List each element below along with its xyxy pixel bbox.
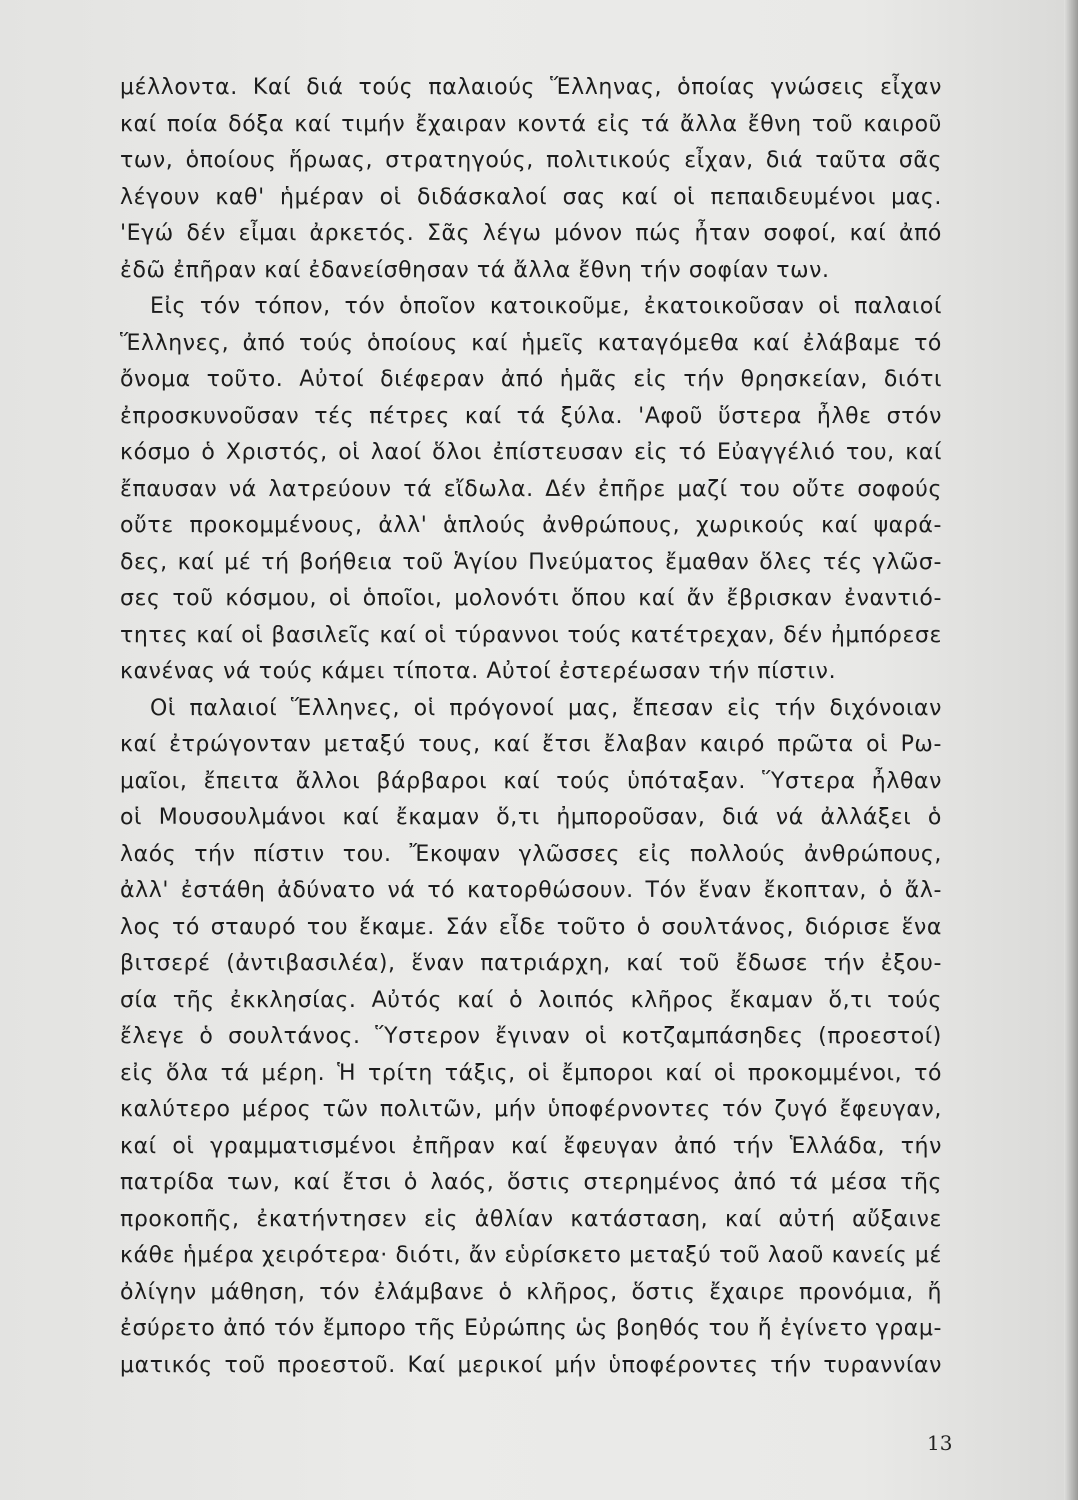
text-line: προκοπῆς, ἐκατήντησεν εἰς ἀθλίαν κατάσταση, καί αὐτή αὔξαινε	[120, 1206, 942, 1232]
text-line: οἱ Μουσουλμάνοι καί ἔκαμαν ὅ,τι ἠμποροῦσαν, διά νά ἀλλάξει ὁ	[120, 805, 942, 830]
page-edge-shadow	[1064, 0, 1078, 1500]
text-line: λαός τήν πίστιν του. Ἔκοψαν γλῶσσες εἰς πολλούς ἀνθρώπους,	[120, 841, 942, 867]
text-line: ἀλλ' ἐστάθη ἀδύνατο νά τό κατορθώσουν. Τόν ἕναν ἔκοπταν, ὁ ἄλ-	[120, 878, 942, 903]
paragraph-start-line: Εἰς τόν τόπον, τόν ὁποῖον κατοικοῦμε, ἐκατοικοῦσαν οἱ παλαιοί	[150, 294, 942, 319]
text-line: Ἕλληνες, ἀπό τούς ὁποίους καί ἡμεῖς καταγόμεθα καί ἐλάβαμε τό	[120, 330, 942, 356]
text-line: μαῖοι, ἔπειτα ἄλλοι βάρβαροι καί τούς ὑπόταξαν. Ὕστερα ἦλθαν	[120, 768, 942, 794]
text-line: σες τοῦ κόσμου, οἱ ὁποῖοι, μολονότι ὅπου καί ἄν ἔβρισκαν ἐναντιό-	[120, 586, 942, 611]
text-line: σία τῆς ἐκκλησίας. Αὐτός καί ὁ λοιπός κλῆρος ἔκαμαν ὅ,τι τούς	[120, 987, 942, 1013]
text-line: ἔπαυσαν νά λατρεύουν τά εἴδωλα. Δέν ἐπῆρε μαζί του οὔτε σοφούς	[120, 476, 942, 502]
text-line: ἐπροσκυνοῦσαν τές πέτρες καί τά ξύλα. 'Αφοῦ ὕστερα ἦλθε στόν	[120, 403, 942, 429]
text-line: κάθε ἡμέρα χειρότερα· διότι, ἄν εὑρίσκετο μεταξύ τοῦ λαοῦ κανείς μέ	[120, 1243, 942, 1268]
text-line: βιτσερέ (ἀντιβασιλέα), ἕναν πατριάρχη, καί τοῦ ἔδωσε τήν ἐξου-	[120, 951, 942, 976]
text-line: πατρίδα των, καί ἔτσι ὁ λαός, ὅστις στερημένος ἀπό τά μέσα τῆς	[120, 1170, 942, 1195]
body-text	[120, 70, 942, 1384]
text-line: μέλλοντα. Καί διά τούς παλαιούς Ἕλληνας, ὁποίας γνώσεις εἶχαν	[120, 75, 942, 100]
text-line: καλύτερο μέρος τῶν πολιτῶν, μήν ὑποφέρνοντες τόν ζυγό ἔφευγαν,	[120, 1097, 942, 1122]
text-line: ματικός τοῦ προεστοῦ. Καί μερικοί μήν ὑποφέροντες τήν τυραννίαν	[120, 1352, 942, 1378]
text-line: κόσμο ὁ Χριστός, οἱ λαοί ὅλοι ἐπίστευσαν εἰς τό Εὐαγγέλιό του, καί	[120, 440, 942, 465]
text-line: εἰς ὅλα τά μέρη. Ἡ τρίτη τάξις, οἱ ἔμποροι καί οἱ προκομμένοι, τό	[120, 1060, 942, 1086]
page-number: 13	[927, 1431, 953, 1455]
text-line: ὀλίγην μάθηση, τόν ἐλάμβανε ὁ κλῆρος, ὅστις ἔχαιρε προνόμια, ἤ	[120, 1279, 942, 1305]
text-line: ἔλεγε ὁ σουλτάνος. Ὕστερον ἔγιναν οἱ κοτζαμπάσηδες (προεστοί)	[120, 1024, 942, 1049]
text-line: κανένας νά τούς κάμει τίποτα. Αὐτοί ἐστερέωσαν τήν πίστιν.	[120, 659, 837, 684]
text-line: ἐδῶ ἐπῆραν καί ἐδανείσθησαν τά ἄλλα ἔθνη τήν σοφίαν των.	[120, 257, 830, 283]
text-line: ἐσύρετο ἀπό τόν ἔμπορο τῆς Εὐρώπης ὡς βοηθός του ἤ ἐγίνετο γραμ-	[120, 1316, 942, 1341]
paragraph-start-line: Οἱ παλαιοί Ἕλληνες, οἱ πρόγονοί μας, ἔπεσαν εἰς τήν διχόνοιαν	[150, 695, 942, 721]
text-line: λέγουν καθ' ἡμέραν οἱ διδάσκαλοί σας καί οἱ πεπαιδευμένοι μας.	[120, 184, 942, 210]
text-line: καί ποία δόξα καί τιμήν ἔχαιραν κοντά εἰς τά ἄλλα ἔθνη τοῦ καιροῦ	[120, 111, 942, 137]
text-line: δες, καί μέ τή βοήθεια τοῦ Ἁγίου Πνεύματος ἔμαθαν ὅλες τές γλῶσ-	[120, 549, 942, 575]
text-line: των, ὁποίους ἥρωας, στρατηγούς, πολιτικούς εἶχαν, διά ταῦτα σᾶς	[120, 148, 942, 173]
text-line: οὔτε προκομμένους, ἀλλ' ἁπλούς ἀνθρώπους, χωρικούς καί ψαρά-	[120, 513, 942, 538]
text-line: τητες καί οἱ βασιλεῖς καί οἱ τύραννοι τούς κατέτρεχαν, δέν ἠμπόρεσε	[120, 622, 942, 648]
text-line: 'Εγώ δέν εἶμαι ἀρκετός. Σᾶς λέγω μόνον πώς ἦταν σοφοί, καί ἀπό	[120, 221, 942, 246]
text-line: ὄνομα τοῦτο. Αὐτοί διέφεραν ἀπό ἡμᾶς εἰς τήν θρησκείαν, διότι	[120, 367, 942, 392]
text-line: καί ἐτρώγονταν μεταξύ τους, καί ἔτσι ἔλαβαν καιρό πρῶτα οἱ Ρω-	[120, 732, 942, 757]
text-line: λος τό σταυρό του ἔκαμε. Σάν εἶδε τοῦτο ὁ σουλτάνος, διόρισε ἕνα	[120, 914, 942, 940]
text-line: καί οἱ γραμματισμένοι ἐπῆραν καί ἔφευγαν ἀπό τήν Ἑλλάδα, τήν	[120, 1133, 942, 1159]
